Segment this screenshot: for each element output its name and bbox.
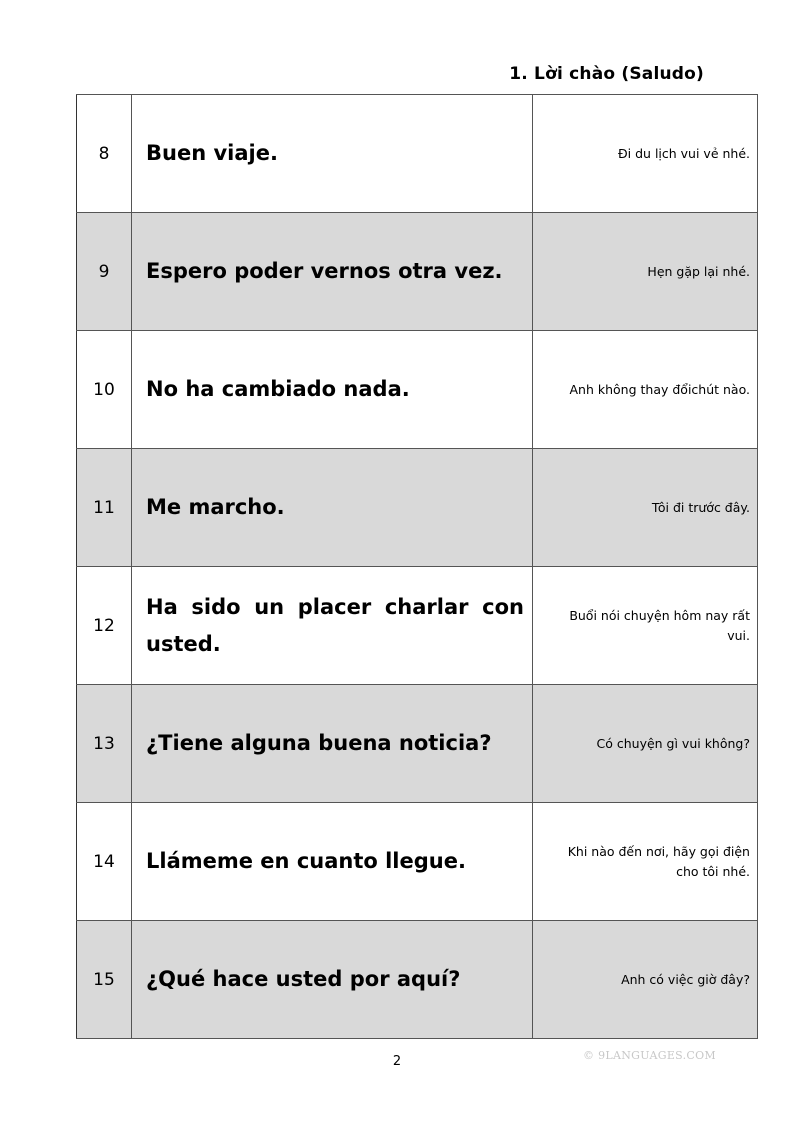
vietnamese-translation: Đi du lịch vui vẻ nhé. xyxy=(533,95,758,213)
row-number: 8 xyxy=(77,95,132,213)
spanish-phrase: ¿Qué hace usted por aquí? xyxy=(132,921,533,1039)
row-number: 11 xyxy=(77,449,132,567)
spanish-phrase: Buen viaje. xyxy=(132,95,533,213)
vietnamese-translation: Có chuyện gì vui không? xyxy=(533,685,758,803)
spanish-phrase: Llámeme en cuanto llegue. xyxy=(132,803,533,921)
vietnamese-translation: Anh có việc giờ đây? xyxy=(533,921,758,1039)
table-row xyxy=(77,449,758,567)
watermark: © 9LANGUAGES.COM xyxy=(583,1049,716,1062)
vietnamese-translation: Anh không thay đổichút nào. xyxy=(533,331,758,449)
table-row xyxy=(77,567,758,685)
spanish-phrase: Me marcho. xyxy=(132,449,533,567)
row-number: 12 xyxy=(77,567,132,685)
row-number: 10 xyxy=(77,331,132,449)
page-number: 2 xyxy=(392,1054,402,1069)
row-number: 15 xyxy=(77,921,132,1039)
table-row xyxy=(77,95,758,213)
section-title: 1. Lời chào (Saludo) xyxy=(509,64,704,84)
spanish-phrase: No ha cambiado nada. xyxy=(132,331,533,449)
spanish-phrase: Espero poder vernos otra vez. xyxy=(132,213,533,331)
vietnamese-translation: Hẹn gặp lại nhé. xyxy=(533,213,758,331)
vietnamese-translation: Khi nào đến nơi, hãy gọi điện cho tôi nhé. xyxy=(533,803,758,921)
spanish-phrase: ¿Tiene alguna buena noticia? xyxy=(132,685,533,803)
row-number: 9 xyxy=(77,213,132,331)
table-row xyxy=(77,803,758,921)
spanish-phrase: Ha sido un placer charlar con usted. xyxy=(132,567,533,685)
row-number: 13 xyxy=(77,685,132,803)
vietnamese-translation: Buổi nói chuyện hôm nay rất vui. xyxy=(533,567,758,685)
table-row xyxy=(77,213,758,331)
row-number: 14 xyxy=(77,803,132,921)
table-row xyxy=(77,331,758,449)
table-row xyxy=(77,921,758,1039)
phrase-table xyxy=(76,94,758,1039)
table-row xyxy=(77,685,758,803)
vietnamese-translation: Tôi đi trước đây. xyxy=(533,449,758,567)
